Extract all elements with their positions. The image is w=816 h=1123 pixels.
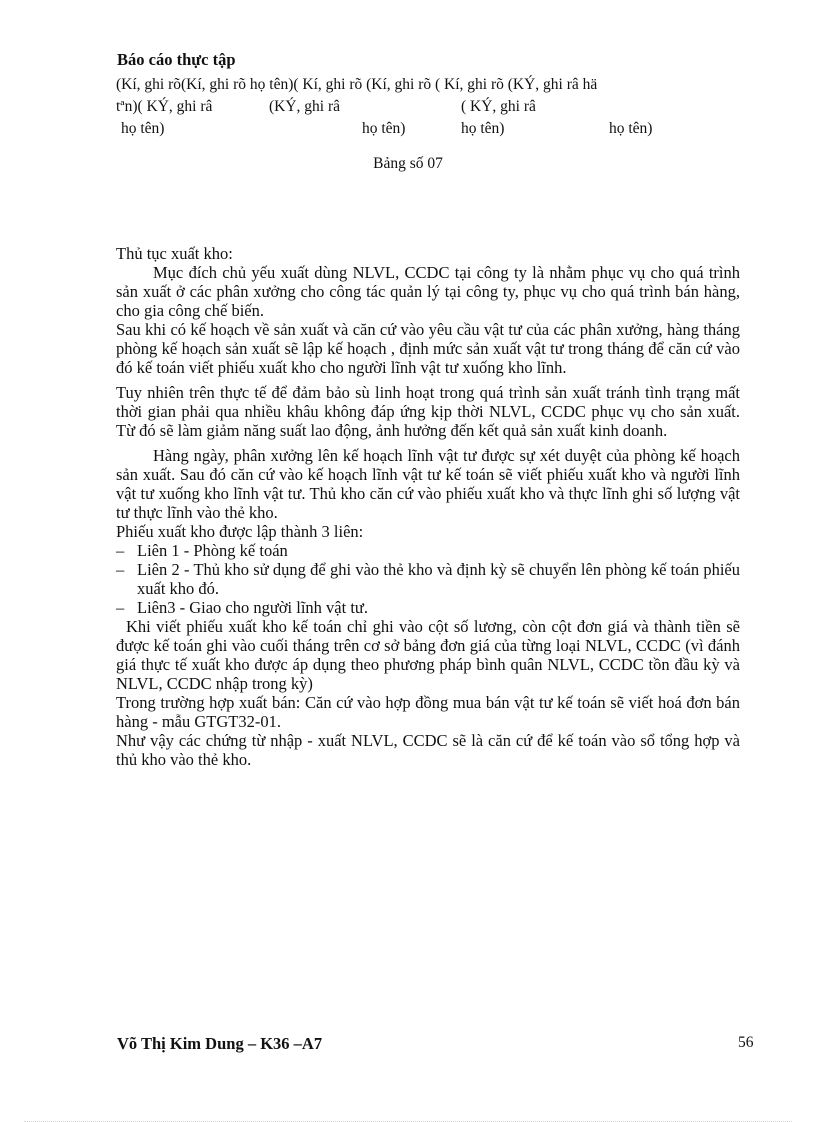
signature-block xyxy=(116,76,740,142)
list-item-text: Liên 2 - Thủ kho sử dụng để ghi vào thẻ kho và định kỳ sẽ chuyển lên phòng kế toán phiếu xuất kho đó. xyxy=(137,560,740,598)
paragraph-daily-process: Hàng ngày, phân xưởng lên kế hoạch lĩnh vật tư được sự xét duyệt của phòng kế hoạch sản xuất. Sau đó căn cứ vào kế hoạch lĩnh vật tư kế toán sẽ viết phiếu xuất kho và người lĩnh vật tư xuống kho lĩnh vật tư. Thủ kho căn cứ vào phiếu xuất kho và thực lĩnh ghi số lượng vật tư thực lĩnh vào thẻ kho. xyxy=(116,446,740,522)
signature-line-3b: họ tên) xyxy=(362,120,406,137)
paragraph-purpose: Mục đích chủ yếu xuất dùng NLVL, CCDC tại công ty là nhằm phục vụ cho quá trình sản xuất ở các phân xưởng cho công tác quản lý tại công ty, phục vụ cho quá trình bán hàng, cho gia công chế biến. xyxy=(116,263,740,320)
paragraph-flexibility: Tuy nhiên trên thực tế để đảm bảo sù linh hoạt trong quá trình sản xuất tránh tình trạng mất thời gian phải qua nhiều khâu không đáp ứng kịp thời NLVL, CCDC phục vụ cho sản xuất. Từ đó sẽ làm giảm năng suất lao động, ảnh hưởng đến kết quả sản xuất kinh doanh. xyxy=(116,383,740,440)
paragraph-pricing: Khi viết phiếu xuất kho kế toán chỉ ghi vào cột số lương, còn cột đơn giá và thành tiền sẽ được kế toán ghi vào cuối tháng trên cơ sở bảng đơn giá của từng loại NLVL, CCDC (vì đánh giá thực tế xuất kho được áp dụng theo phương pháp bình quân NLVL, CCDC tồn đầu kỳ và NLVL, CCDC nhập trong kỳ) xyxy=(116,617,740,693)
signature-line-1: (Kí, ghi rõ(Kí, ghi rõ họ tên)( Kí, ghi rõ (Kí, ghi rõ ( Kí, ghi rõ (KÝ, ghi râ hä xyxy=(116,76,598,93)
dash-bullet: – xyxy=(116,598,125,617)
list-item xyxy=(116,560,740,598)
signature-line-2a: tªn)( KÝ, ghi râ xyxy=(116,98,213,115)
section-heading: Thủ tục xuất kho: xyxy=(116,244,233,263)
page-number: 56 xyxy=(738,1034,754,1051)
bottom-divider xyxy=(24,1121,792,1122)
list-item xyxy=(116,598,740,617)
footer-author: Võ Thị Kim Dung – K36 –A7 xyxy=(117,1034,323,1053)
signature-line-3a: họ tên) xyxy=(121,120,165,137)
table-caption: Bảng số 07 xyxy=(373,155,443,172)
signature-line-2c: ( KÝ, ghi râ xyxy=(461,98,536,115)
dash-bullet: – xyxy=(116,541,125,560)
signature-line-3c: họ tên) xyxy=(461,120,505,137)
signature-line-3d: họ tên) xyxy=(609,120,653,137)
paragraph-copies-intro: Phiếu xuất kho được lập thành 3 liên: xyxy=(116,522,364,541)
dash-bullet: – xyxy=(116,560,125,579)
report-header-title: Báo cáo thực tập xyxy=(117,50,236,69)
list-item xyxy=(116,541,740,560)
paragraph-planning: Sau khi có kế hoạch về sản xuất và căn cứ vào yêu cầu vật tư của các phân xưởng, hàng tháng phòng kế hoạch sản xuất sẽ lập kế hoạch , định mức sản xuất vật tư trong tháng để căn cứ vào đó kế toán viết phiếu xuất kho cho người lĩnh vật tư xuống kho lĩnh. xyxy=(116,320,740,377)
list-item-text: Liên3 - Giao cho người lĩnh vật tư. xyxy=(137,598,368,617)
paragraph-sales: Trong trường hợp xuất bán: Căn cứ vào hợp đồng mua bán vật tư kế toán sẽ viết hoá đơn bán hàng - mẫu GTGT32-01. xyxy=(116,693,740,731)
body-text xyxy=(116,244,740,769)
signature-line-2b: (KÝ, ghi râ xyxy=(269,98,341,115)
list-item-text: Liên 1 - Phòng kế toán xyxy=(137,541,288,560)
paragraph-conclusion: Như vậy các chứng từ nhập - xuất NLVL, CCDC sẽ là căn cứ để kế toán vào sổ tổng hợp và thủ kho vào thẻ kho. xyxy=(116,731,740,769)
